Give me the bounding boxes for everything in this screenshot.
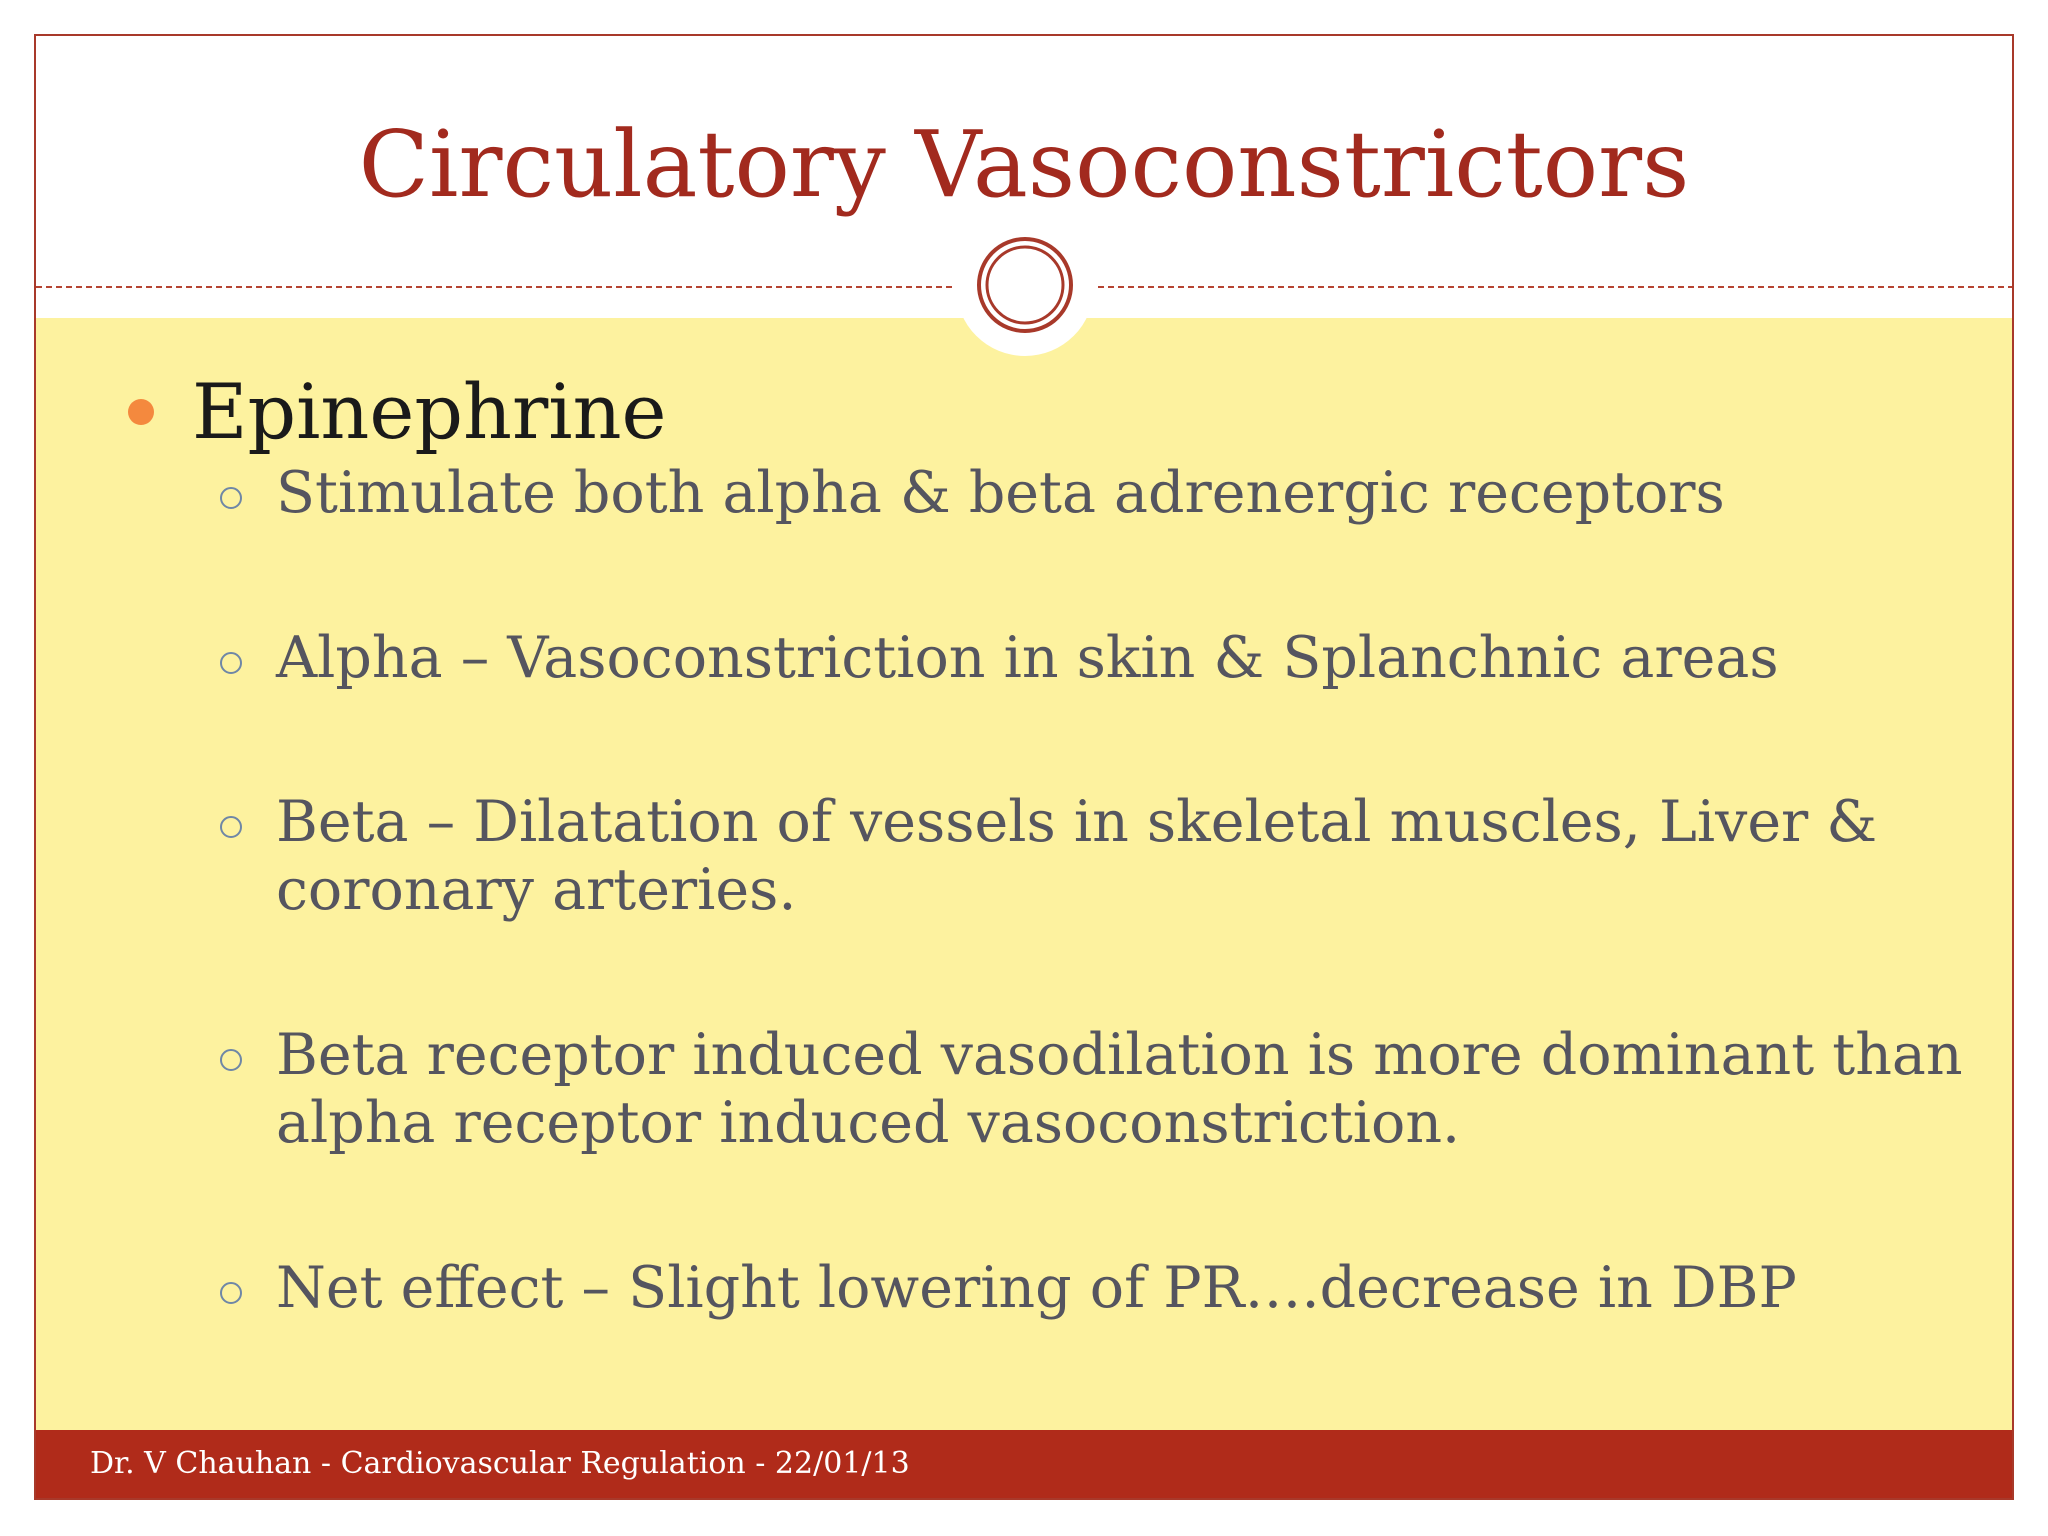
sub-bullet-text: Net effect – Slight lowering of PR….decrease in DBP [276, 1254, 1797, 1321]
sub-bullet-text: Beta – Dilatation of vessels in skeletal muscles, Liver & coronary arteries. [276, 788, 1878, 924]
bullet-list [128, 366, 1968, 1322]
footer-bar [36, 1430, 2012, 1498]
hollow-circle-bullet-icon [220, 487, 242, 509]
main-bullet-text: Epinephrine [192, 367, 667, 456]
hollow-circle-bullet-icon [220, 1282, 242, 1304]
hollow-circle-bullet-icon [220, 652, 242, 674]
footer-text: Dr. V Chauhan - Cardiovascular Regulation - 22/01/13 [90, 1446, 910, 1481]
sub-bullet-item [220, 624, 1968, 692]
sub-bullet-text: Alpha – Vasoconstriction in skin & Splanchnic areas [276, 624, 1779, 691]
sub-bullet-item [220, 1254, 1968, 1322]
sub-bullet-text: Stimulate both alpha & beta adrenergic receptors [276, 460, 1725, 527]
slide-title: Circulatory Vasoconstrictors [358, 111, 1690, 218]
slide [34, 34, 2014, 1500]
double-ring-circle-icon [975, 235, 1075, 335]
title-divider-right [1098, 286, 2014, 288]
title-divider-left [36, 286, 952, 288]
sub-bullet-item [220, 459, 1968, 527]
sub-bullet-item [220, 788, 1968, 925]
sub-bullet-item [220, 1021, 1968, 1158]
main-bullet-item [128, 366, 1968, 457]
hollow-circle-bullet-icon [220, 816, 242, 838]
hollow-circle-bullet-icon [220, 1049, 242, 1071]
sub-bullet-text: Beta receptor induced vasodilation is more dominant than alpha receptor induced vasoconstriction. [276, 1021, 1963, 1157]
filled-circle-bullet-icon [128, 399, 154, 425]
